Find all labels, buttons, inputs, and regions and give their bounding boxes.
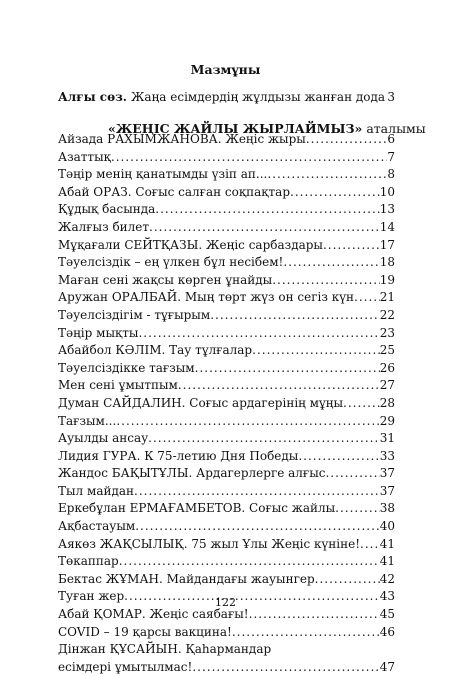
toc-entry-page: 8 (387, 167, 395, 182)
dot-leader (335, 500, 380, 518)
toc-entry-page: 23 (379, 325, 395, 340)
dot-leader (138, 325, 379, 343)
toc-entry-page: 25 (379, 343, 395, 358)
dot-leader (306, 131, 388, 149)
dot-leader (178, 377, 380, 395)
toc-entry-title: Тәңір мықты (58, 325, 139, 340)
toc-entry (58, 413, 395, 431)
preface-page: 3 (387, 90, 395, 104)
toc-entry-title: Лидия ГУРА. К 75-летию Дня Победы (58, 448, 299, 463)
dot-leader (134, 483, 380, 501)
toc-entry (58, 342, 395, 360)
toc-entry (58, 237, 395, 255)
section-title-rest: аталымы (362, 121, 426, 136)
toc-entry-page: 14 (379, 219, 395, 234)
toc-entry-title: Бектас ЖҰМАН. Майдандағы жауынгер (58, 571, 315, 586)
toc-entry-page: 40 (379, 519, 395, 534)
toc-entry-title: Тыл майдан (58, 483, 135, 498)
toc-entry-title: Аякөз ЖАҚСЫЛЫҚ. 75 жыл Ұлы Жеңіс күніне! (58, 536, 361, 551)
toc-entry (58, 430, 395, 448)
toc-entry-title: Аружан ОРАЛБАЙ. Мың төрт жүз он сегіз күн (58, 290, 354, 305)
toc-entry (58, 201, 395, 219)
toc-entry (58, 254, 395, 272)
toc-entry-title: есімдері ұмытылмас! (58, 659, 193, 674)
dot-leader (343, 395, 380, 413)
toc-entry-page: 47 (379, 659, 395, 674)
toc-entry (58, 465, 395, 483)
toc-entry (58, 272, 395, 290)
toc-entry-page: 22 (379, 307, 395, 322)
toc-entry-page: 33 (379, 448, 395, 463)
dot-leader (119, 553, 380, 571)
toc-entry-page: 18 (379, 255, 395, 270)
toc-entry-title: Тағзым... (58, 413, 117, 428)
dot-leader (354, 289, 380, 307)
toc-entry-multiline-second (58, 659, 395, 676)
toc-entry-title: Маған сені жақсы көрген ұнайды (58, 272, 273, 287)
dot-leader (192, 659, 379, 676)
toc-entry (58, 325, 395, 343)
toc-entry-page: 31 (379, 431, 395, 446)
toc-entry-title: Жалғыз билет (58, 219, 150, 234)
dot-leader (360, 536, 380, 554)
toc-entry-page: 29 (379, 413, 395, 428)
toc-entry-title: Абай ҚОМАР. Жеңіс саябағы! (58, 607, 249, 622)
toc-entry (58, 500, 395, 518)
toc-entry (58, 395, 395, 413)
toc-entry (58, 571, 395, 589)
toc-entry (58, 536, 395, 554)
toc-entry-title: Ақбастауым (58, 519, 136, 534)
toc-entry (58, 360, 395, 378)
toc-entry-page: 41 (379, 554, 395, 569)
toc-entry-title: Абай ОРАЗ. Соғыс салған соқпақтар (58, 184, 291, 199)
toc-entry-page: 43 (379, 589, 395, 604)
toc-entry-title: Еркебұлан ЕРМАҒАМБЕТОВ. Соғыс жайлы (58, 501, 336, 516)
toc-entry-title: Думан САЙДАЛИН. Соғыс ардагерінің мұңы (58, 395, 344, 410)
toc-entry-title: Азаттық (58, 149, 111, 164)
toc-entry (58, 219, 395, 237)
toc-entry-title: Абайбол КӘЛІМ. Тау тұлғалар (58, 343, 253, 358)
toc-entry-page: 10 (379, 184, 395, 199)
toc-entry-page: 28 (379, 395, 395, 410)
dot-leader (148, 430, 380, 448)
section-title-bold: «ЖЕҢІС ЖАЙЛЫ ЖЫРЛАЙМЫЗ» (108, 121, 363, 136)
toc-entry-page: 38 (379, 501, 395, 516)
toc-entry (58, 149, 395, 167)
toc-entry-title: Тәуелсіздікке тағзым (58, 360, 195, 375)
toc-entry (58, 184, 395, 202)
dot-leader (267, 166, 387, 184)
toc-entry-page: 46 (379, 624, 395, 639)
toc-entry-page: 45 (379, 607, 395, 622)
toc-list (58, 131, 395, 676)
toc-entry-page: 7 (387, 149, 395, 164)
preface-entry (58, 90, 395, 104)
dot-leader (135, 518, 380, 536)
page-number: 122 (215, 596, 236, 609)
toc-entry (58, 289, 395, 307)
toc-entry-page: 19 (379, 272, 395, 287)
toc-entry-multiline-first (58, 641, 395, 659)
dot-leader (298, 448, 379, 466)
preface-title: Жаңа есімдердің жұлдызы жанған дода (130, 90, 386, 104)
dot-leader (323, 237, 380, 255)
toc-entry (58, 307, 395, 325)
dot-leader (272, 272, 380, 290)
toc-entry (58, 624, 395, 642)
toc-entry-page: 42 (379, 571, 395, 586)
preface-label: Алғы сөз. (58, 90, 127, 104)
toc-entry-page: 13 (379, 202, 395, 217)
dot-leader (116, 413, 379, 431)
toc-entry (58, 166, 395, 184)
contents-heading: Мазмұны (190, 62, 261, 77)
toc-entry-title: Мұқағали СЕЙТҚАЗЫ. Жеңіс сарбаздары (58, 237, 323, 252)
toc-entry-title: Жандос БАҚЫТҰЛЫ. Ардагерлерге алғыс (58, 466, 326, 481)
toc-entry (58, 131, 395, 149)
dot-leader (155, 201, 379, 219)
dot-leader (290, 184, 380, 202)
toc-entry-title: Айзада РАХЫМЖАНОВА. Жеңіс жыры (58, 132, 306, 146)
toc-entry-title: Туған жер (58, 589, 125, 604)
dot-leader (232, 624, 380, 642)
dot-leader (149, 219, 380, 237)
toc-entry (58, 553, 395, 571)
toc-entry (58, 377, 395, 395)
toc-entry-title: Төкаппар (58, 554, 119, 569)
dot-leader (195, 360, 380, 378)
dot-leader (210, 307, 380, 325)
toc-entry-title: Мен сені ұмытпым (58, 378, 178, 393)
toc-entry-title: COVID – 19 қарсы вакцина! (58, 624, 232, 639)
dot-leader (325, 465, 379, 483)
toc-entry-page: 6 (387, 132, 395, 146)
toc-entry-page: 17 (379, 237, 395, 252)
toc-entry-title: Ауылды ансау (58, 431, 149, 446)
toc-entry-title: Тәуелсіздік – ең үлкен бұл несібем! (58, 255, 284, 270)
toc-entry (58, 448, 395, 466)
toc-entry-title: Тәуелсіздігім - тұғырым (58, 307, 211, 322)
toc-entry (58, 483, 395, 501)
toc-entry-page: 37 (379, 466, 395, 481)
dot-leader (283, 254, 379, 272)
dot-leader (252, 342, 380, 360)
toc-entry-title: Құдық басында (58, 202, 156, 217)
toc-entry-page: 26 (379, 360, 395, 375)
dot-leader (315, 571, 380, 589)
toc-entry-title: Тәңір менің қанатымды үзіп ап... (58, 167, 268, 182)
dot-leader (111, 149, 387, 167)
toc-entry-page: 37 (379, 483, 395, 498)
toc-entry-page: 27 (379, 378, 395, 393)
toc-entry (58, 518, 395, 536)
toc-entry-page: 21 (379, 290, 395, 305)
toc-entry-page: 41 (379, 536, 395, 551)
toc-entry-title: Дінжан ҚҰСАЙЫН. Қаһармандар (58, 642, 272, 657)
